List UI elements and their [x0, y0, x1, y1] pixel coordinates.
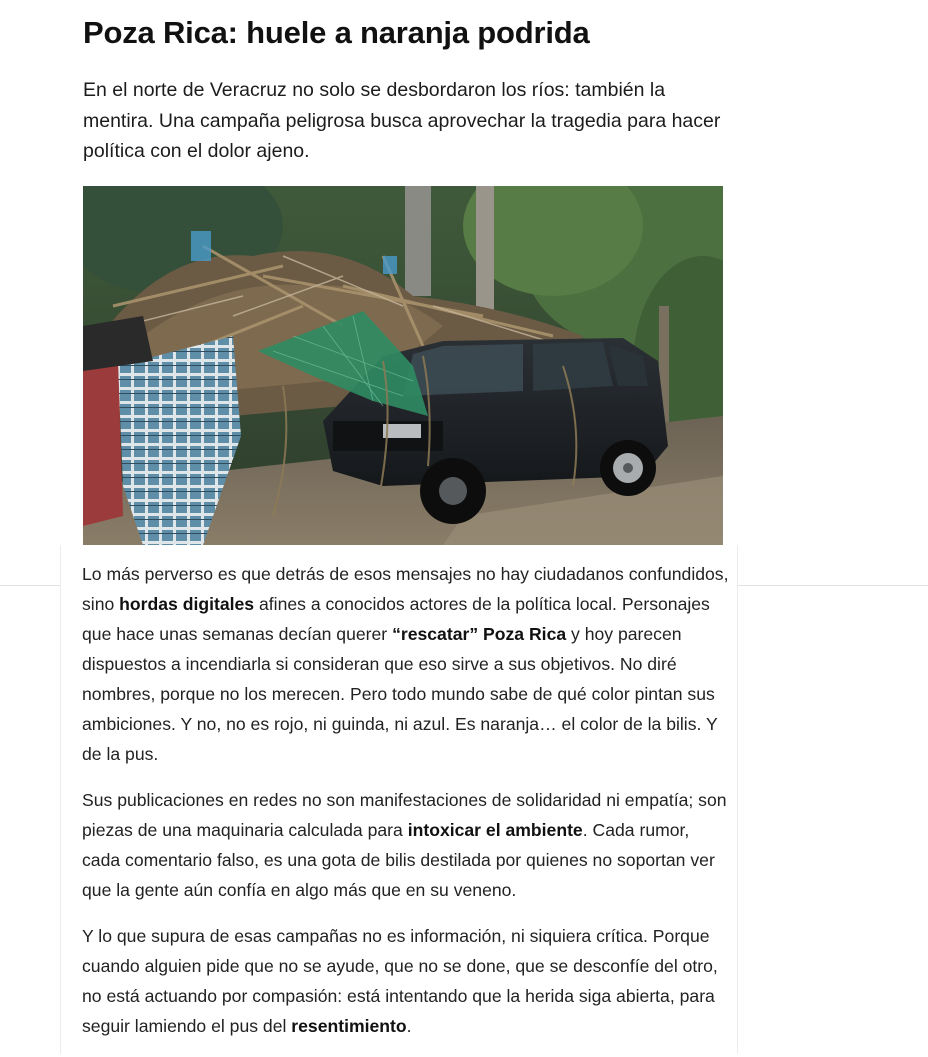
article-lede: En el norte de Veracruz no solo se desbordaron los ríos: también la mentira. Una campaña peligrosa busca aprovechar la tragedia para hacer política con el dolor ajeno. — [83, 79, 721, 162]
paragraph-text: . Cada rumor, cada comentario falso, es una gota de bilis destilada por quienes no soportan ver que la gente aún confía en algo más que en su veneno. — [82, 820, 715, 900]
paragraph-text: . — [406, 1016, 412, 1036]
divider-left — [0, 585, 61, 586]
content-border-left — [60, 545, 61, 1054]
paragraph-text: Lo más perverso es que detrás de esos mensajes no hay ciudadanos confundidos, sino — [82, 564, 729, 614]
divider-right — [737, 585, 928, 586]
article-title: Poza Rica: huele a naranja podrida — [83, 15, 590, 50]
paragraph-text: y hoy parecen dispuestos a incendiarla si consideran que eso sirve a sus objetivos. No diré nombres, porque no los merecen. Pero todo mundo sabe de qué color pintan sus ambiciones. Y no, no es rojo, ni guinda, ni azul. Es naranja… el color de la bilis. Y de la pus. — [82, 624, 718, 764]
article-body — [82, 559, 732, 1057]
flood-scene-illustration — [83, 186, 723, 545]
article-photo — [83, 186, 723, 545]
emphasis-rescatar: “rescatar” Poza Rica — [392, 624, 567, 644]
paragraph-text: Y lo que supura de esas campañas no es información, ni siquiera crítica. Porque cuando alguien pide que no se ayude, que no se done, que se desconfíe del otro, no está actuando por compasión: está intentando que la herida siga abierta, para seguir lamiendo el pus del — [82, 926, 718, 1036]
paragraph-1 — [82, 559, 732, 769]
paragraph-2 — [82, 785, 732, 905]
paragraph-text: afines a conocidos actores de la política local. Personajes que hace unas semanas decían querer — [82, 594, 710, 644]
paragraph-3 — [82, 921, 732, 1041]
emphasis-intoxicar: intoxicar el ambiente — [407, 820, 583, 840]
content-border-right — [737, 545, 738, 1054]
emphasis-resentimiento: resentimiento — [291, 1016, 407, 1036]
paragraph-text: Sus publicaciones en redes no son manifestaciones de solidaridad ni empatía; son piezas de una maquinaria calculada para — [82, 790, 727, 840]
emphasis-hordas-digitales: hordas digitales — [119, 594, 255, 614]
article-header — [83, 0, 723, 545]
